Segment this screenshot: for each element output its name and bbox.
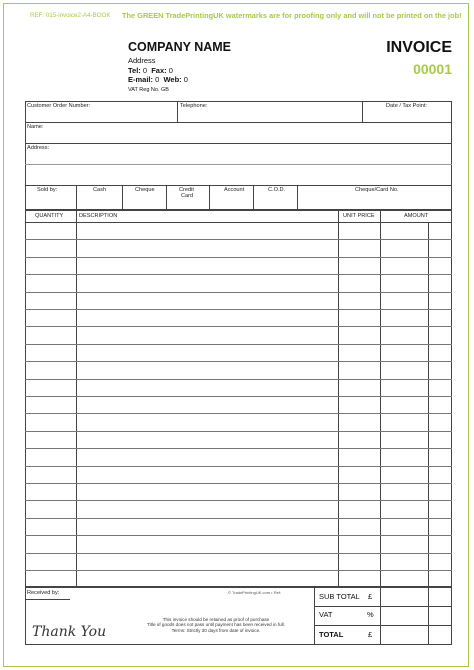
col-divider [122, 185, 123, 210]
pence-col-divider [428, 222, 429, 587]
quantity-col-divider [76, 210, 77, 587]
description-header: DESCRIPTION [79, 213, 118, 219]
footer-row-divider [314, 606, 452, 607]
sub-total-label: SUB TOTAL [319, 592, 360, 601]
address-line [25, 164, 452, 165]
date-tax-label: Date / Tax Point: [386, 103, 427, 109]
col-divider [177, 101, 178, 122]
table-row [25, 396, 452, 397]
unit-price-header: UNIT PRICE [343, 213, 375, 219]
account-label: Account [224, 187, 245, 193]
table-row [25, 344, 452, 345]
table-row [25, 309, 452, 310]
footer-divider [380, 587, 381, 645]
footer-divider [428, 587, 429, 645]
table-row [25, 379, 452, 380]
col-divider [166, 185, 167, 210]
customer-info-box [25, 101, 452, 210]
vat-percent: % [367, 610, 374, 619]
table-row [25, 483, 452, 484]
table-row [25, 239, 452, 240]
row-divider [25, 185, 452, 186]
telephone-label: Telephone: [180, 103, 208, 109]
company-tel-fax [128, 66, 173, 75]
customer-order-label: Customer Order Number: [27, 103, 91, 109]
card-label: Card [181, 193, 194, 199]
name-label: Name: [27, 124, 44, 130]
items-table [25, 210, 452, 587]
cheque-card-label: Cheque/Card No. [355, 187, 399, 193]
row-divider [25, 143, 452, 144]
amount-header: AMOUNT [404, 213, 429, 219]
table-row [25, 413, 452, 414]
table-row [25, 466, 452, 467]
col-divider [297, 185, 298, 210]
table-header-divider [25, 222, 452, 223]
cash-label: Cash [93, 187, 107, 193]
company-email-web [128, 75, 188, 84]
web-value: 0 [183, 75, 188, 84]
email-value: 0 [155, 75, 160, 84]
terms-line-1: This invoice should be retained as proof of purchase [162, 617, 270, 622]
table-row [25, 292, 452, 293]
received-by-line [25, 599, 70, 600]
table-row [25, 326, 452, 327]
email-label: E-mail: [128, 75, 154, 84]
proofing-watermark-notice: The GREEN TradePrintingUK watermarks are for proofing only and will not be printed on the job! [122, 11, 462, 20]
credit-label: Credit [179, 187, 194, 193]
footer-divider [314, 587, 315, 645]
company-name: COMPANY NAME [128, 40, 232, 54]
invoice-number: 00001 [413, 61, 452, 77]
tel-value: 0 [142, 66, 148, 75]
col-divider [209, 185, 210, 210]
unit-price-col-divider [380, 210, 381, 587]
table-row [25, 570, 452, 571]
table-row [25, 500, 452, 501]
sub-total-currency: £ [368, 592, 373, 601]
col-divider [362, 101, 363, 122]
invoice-title: INVOICE [386, 39, 452, 56]
cheque-label: Cheque [135, 187, 155, 193]
table-row [25, 553, 452, 554]
received-by-label: Received by: [27, 590, 60, 596]
table-row [25, 448, 452, 449]
quantity-header: QUANTITY [35, 213, 64, 219]
web-label: Web: [163, 75, 182, 84]
cod-label: C.O.D. [268, 187, 286, 193]
terms-line-3: Terms: Strictly 30 days from date of invoice. [171, 627, 261, 633]
terms-note [128, 617, 304, 633]
table-row [25, 361, 452, 362]
table-row [25, 257, 452, 258]
terms-line-2: Title of goods does not pass until payment has been received in full. [147, 622, 285, 628]
company-address: Address [128, 56, 156, 65]
description-col-divider [338, 210, 339, 587]
table-row [25, 274, 452, 275]
thank-you-signature: Thank You [32, 624, 107, 640]
col-divider [253, 185, 254, 210]
reference-code: REF: 015-invoice2-A4-BOOK [30, 12, 111, 19]
total-currency: £ [368, 630, 373, 639]
col-divider [76, 185, 77, 210]
fax-value: 0 [168, 66, 173, 75]
table-row [25, 535, 452, 536]
address-label: Address: [27, 145, 50, 151]
vat-reg: VAT Reg No. GB [128, 87, 169, 93]
total-label: TOTAL [319, 630, 344, 639]
vat-label: VAT [319, 610, 333, 619]
printer-credit: © TradePrintingUK.com • Ref: [228, 590, 282, 595]
fax-label: Fax: [151, 66, 167, 75]
table-row [25, 518, 452, 519]
footer-row-divider [314, 625, 452, 626]
row-divider [25, 122, 452, 123]
table-row [25, 431, 452, 432]
tel-label: Tel: [128, 66, 141, 75]
sold-by-label: Sold by: [37, 187, 58, 193]
